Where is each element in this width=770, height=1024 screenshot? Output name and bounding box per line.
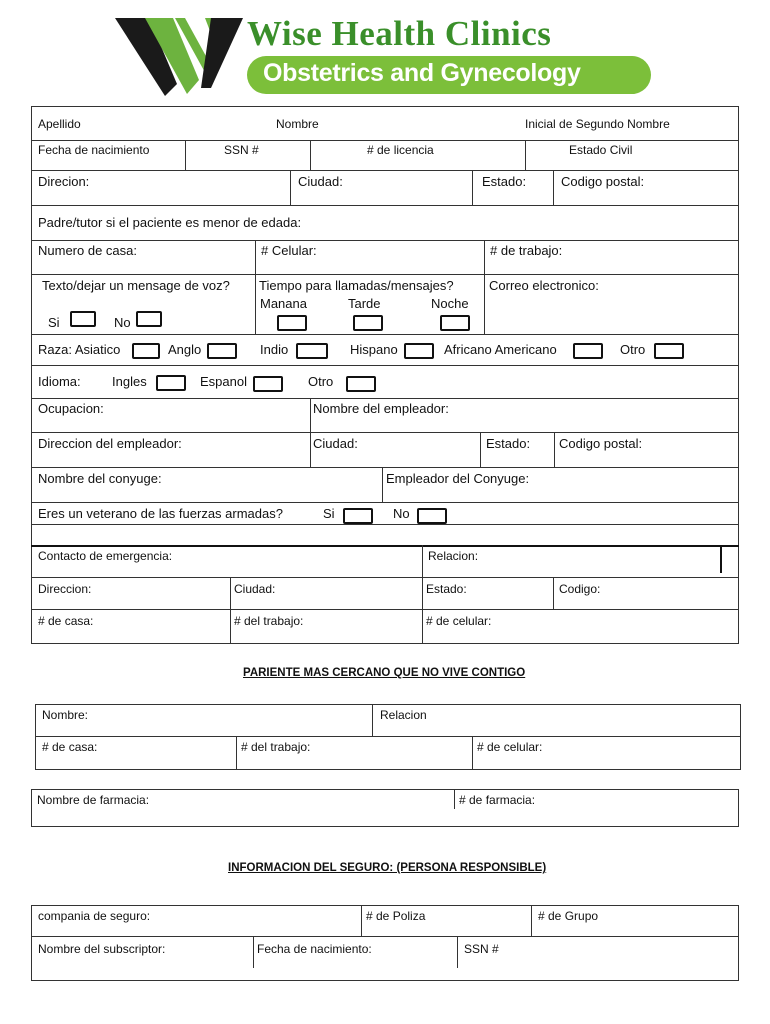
label-raza-asiatico: Raza: Asiatico — [38, 342, 121, 357]
label-empleador-codigo: Codigo postal: — [559, 436, 643, 451]
espanol-checkbox[interactable] — [253, 376, 283, 392]
label-celular: # Celular: — [261, 243, 317, 258]
label-noche: Noche — [431, 296, 469, 311]
raza-otro-checkbox[interactable] — [654, 343, 684, 359]
label-texto-no: No — [114, 315, 131, 330]
label-conyuge: Nombre del conyuge: — [38, 471, 162, 486]
label-compania-seguro: compania de seguro: — [38, 909, 151, 923]
label-estado: Estado: — [482, 174, 527, 189]
label-emergencia-trabajo: # del trabajo: — [234, 614, 304, 628]
label-pariente-casa: # de casa: — [42, 740, 98, 754]
label-tiempo: Tiempo para llamadas/mensajes? — [259, 278, 454, 293]
label-texto-voz: Texto/dejar un mensage de voz? — [42, 278, 230, 293]
label-inicial: Inicial de Segundo Nombre — [525, 117, 670, 131]
label-grupo: # de Grupo — [538, 909, 599, 923]
label-ingles: Ingles — [112, 374, 147, 389]
label-indio: Indio — [260, 342, 289, 357]
label-apellido: Apellido — [38, 117, 81, 131]
tarde-checkbox[interactable] — [353, 315, 383, 331]
ingles-checkbox[interactable] — [156, 375, 186, 391]
label-emergencia-codigo: Codigo: — [559, 582, 601, 596]
label-pariente-relacion: Relacion — [380, 708, 427, 722]
label-emergencia-estado: Estado: — [426, 582, 467, 596]
label-africano: Africano Americano — [444, 342, 557, 357]
label-empleador-estado: Estado: — [486, 436, 531, 451]
label-ssn: SSN # — [224, 143, 259, 157]
noche-checkbox[interactable] — [440, 315, 470, 331]
texto-si-checkbox[interactable] — [70, 311, 96, 327]
label-nombre-empleador: Nombre del empleador: — [313, 401, 449, 416]
anglo-checkbox[interactable] — [207, 343, 237, 359]
africano-checkbox[interactable] — [573, 343, 603, 359]
label-seguro-ssn: SSN # — [464, 942, 499, 956]
label-empleador-conyuge: Empleador del Conyuge: — [386, 471, 530, 486]
manana-checkbox[interactable] — [277, 315, 307, 331]
label-pariente-celular: # de celular: — [477, 740, 543, 754]
label-texto-si: Si — [48, 315, 60, 330]
veterano-si-checkbox[interactable] — [343, 508, 373, 524]
label-seguro-fecha-nac: Fecha de nacimiento: — [257, 942, 372, 956]
pariente-section-title: PARIENTE MAS CERCANO QUE NO VIVE CONTIGO — [243, 667, 526, 679]
label-emergencia-direccion: Direccion: — [38, 582, 92, 596]
label-veterano-si: Si — [323, 506, 335, 521]
label-subscriptor: Nombre del subscriptor: — [38, 942, 166, 956]
label-emergencia-celular: # de celular: — [426, 614, 492, 628]
label-ocupacion: Ocupacion: — [38, 401, 104, 416]
label-padre-tutor: Padre/tutor si el paciente es menor de edada: — [38, 215, 302, 230]
label-raza-otro: Otro — [620, 342, 646, 357]
seguro-section-title: INFORMACION DEL SEGURO: (PERSONA RESPONSIBLE) — [228, 862, 547, 874]
clinic-logo — [115, 14, 655, 98]
label-ciudad: Ciudad: — [298, 174, 343, 189]
label-emergencia-ciudad: Ciudad: — [234, 582, 276, 596]
label-veterano: Eres un veterano de las fuerzas armadas? — [38, 506, 283, 521]
label-emergencia-relacion: Relacion: — [428, 549, 479, 563]
asiatico-checkbox[interactable] — [132, 343, 160, 359]
label-trabajo: # de trabajo: — [490, 243, 563, 258]
label-poliza: # de Poliza — [366, 909, 426, 923]
label-farmacia-numero: # de farmacia: — [459, 793, 536, 807]
label-direcion: Direcion: — [38, 174, 90, 189]
label-direccion-empleador: Direccion del empleador: — [38, 436, 182, 451]
logo-mark — [115, 14, 255, 98]
veterano-no-checkbox[interactable] — [417, 508, 447, 524]
label-hispano: Hispano — [350, 342, 398, 357]
label-pariente-nombre: Nombre: — [42, 708, 89, 722]
label-idioma-otro: Otro — [308, 374, 334, 389]
label-manana: Manana — [260, 296, 307, 311]
label-pariente-trabajo: # del trabajo: — [241, 740, 311, 754]
label-farmacia-nombre: Nombre de farmacia: — [37, 793, 150, 807]
texto-no-checkbox[interactable] — [136, 311, 162, 327]
indio-checkbox[interactable] — [296, 343, 328, 359]
hispano-checkbox[interactable] — [404, 343, 434, 359]
label-licencia: # de licencia — [367, 143, 434, 157]
label-fecha-nacimiento: Fecha de nacimiento — [38, 143, 150, 157]
logo-subtitle: Obstetrics and Gynecology — [263, 59, 581, 87]
label-numero-casa: Numero de casa: — [38, 243, 137, 258]
label-idioma: Idioma: — [38, 374, 81, 389]
label-estado-civil: Estado Civil — [569, 143, 633, 157]
label-contacto-emergencia: Contacto de emergencia: — [38, 549, 173, 563]
label-anglo: Anglo — [168, 342, 202, 357]
idioma-otro-checkbox[interactable] — [346, 376, 376, 392]
label-emergencia-casa: # de casa: — [38, 614, 94, 628]
label-nombre: Nombre — [276, 117, 319, 131]
label-espanol: Espanol — [200, 374, 247, 389]
label-codigo-postal: Codigo postal: — [561, 174, 645, 189]
label-tarde: Tarde — [348, 296, 381, 311]
label-empleador-ciudad: Ciudad: — [313, 436, 358, 451]
label-correo: Correo electronico: — [489, 278, 599, 293]
label-veterano-no: No — [393, 506, 410, 521]
logo-title: Wise Health Clinics — [247, 14, 552, 53]
